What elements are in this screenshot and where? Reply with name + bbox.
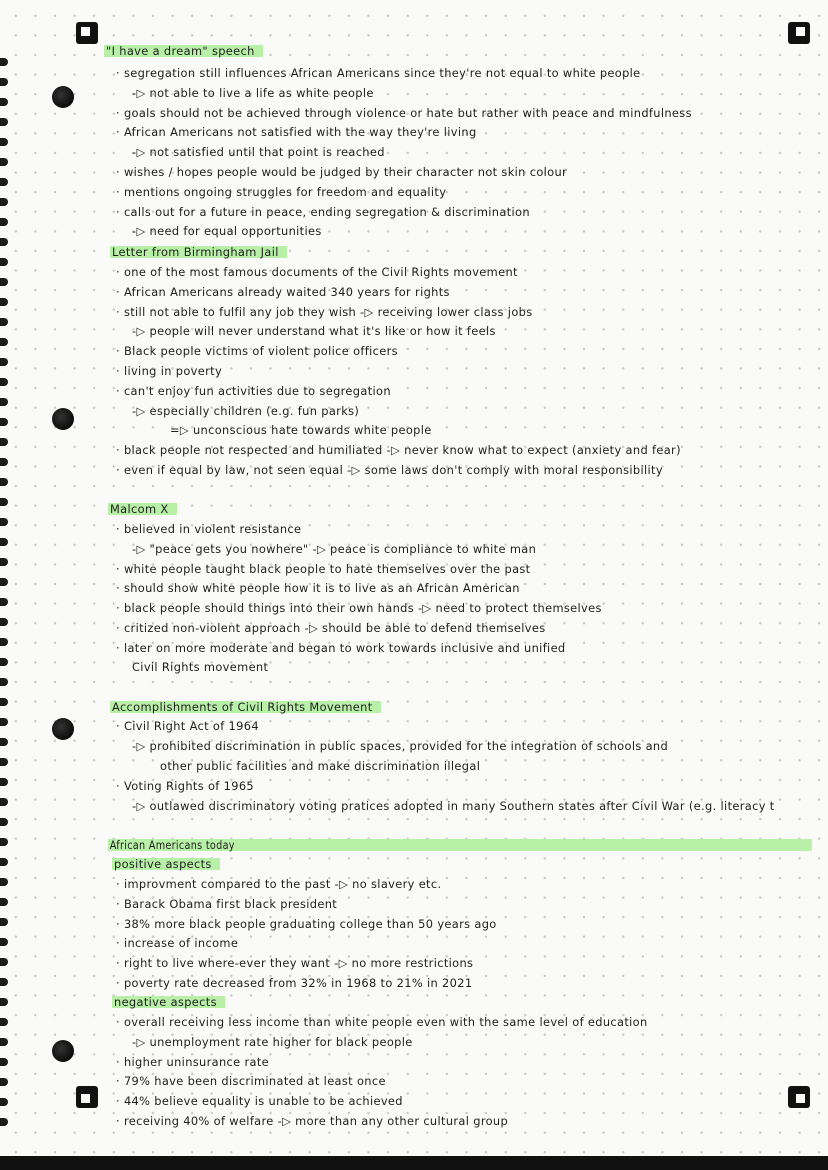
note-line: · calls out for a future in peace, ending segregation & discrimination: [116, 205, 530, 219]
section-heading-today: African Americans today: [108, 838, 811, 852]
spiral-ring: [0, 138, 8, 146]
note-line: -▷ need for equal opportunities: [132, 224, 322, 238]
note-line: · wishes / hopes people would be judged by their character not skin colour: [116, 165, 568, 179]
spiral-ring: [0, 898, 8, 906]
note-line: · Voting Rights of 1965: [116, 779, 255, 793]
spiral-ring: [0, 298, 8, 306]
note-line: · even if equal by law, not seen equal -▷ some laws don't comply with moral responsibility: [116, 463, 663, 477]
spiral-ring: [0, 678, 8, 686]
note-line: · should show white people how it is to live as an African American: [116, 581, 520, 595]
spiral-ring: [0, 218, 8, 226]
section-heading-malcom: Malcom X: [108, 502, 177, 516]
spiral-ring: [0, 598, 8, 606]
corner-marker-icon: [788, 22, 810, 44]
spiral-ring: [0, 778, 8, 786]
note-line: · receiving 40% of welfare -▷ more than any other cultural group: [116, 1114, 509, 1128]
spiral-ring: [0, 418, 8, 426]
section-heading-letter: Letter from Birmingham Jail: [110, 245, 287, 259]
note-line: -▷ unemployment rate higher for black people: [132, 1035, 413, 1049]
note-line: · African Americans not satisfied with the way they're living: [116, 125, 477, 139]
spiral-ring: [0, 458, 8, 466]
note-line: · overall receiving less income than white people even with the same level of education: [116, 1015, 648, 1029]
note-line: -▷ not satisfied until that point is reached: [132, 145, 385, 159]
spiral-ring: [0, 858, 8, 866]
spiral-ring: [0, 238, 8, 246]
note-line: · Barack Obama first black president: [116, 897, 338, 911]
spiral-ring: [0, 958, 8, 966]
note-line: -▷ people will never understand what it's like or how it feels: [132, 324, 496, 338]
spiral-ring: [0, 638, 8, 646]
note-line: · segregation still influences African Americans since they're not equal to white people: [116, 66, 641, 80]
spiral-ring: [0, 618, 8, 626]
spiral-ring: [0, 978, 8, 986]
spiral-ring: [0, 438, 8, 446]
note-line: · poverty rate decreased from 32% in 1968 to 21% in 2021: [116, 976, 473, 990]
punch-hole: [52, 408, 74, 430]
punch-hole: [52, 86, 74, 108]
note-line: -▷ outlawed discriminatory voting pratices adopted in many Southern states after Civil War (e.g. literacy t: [132, 799, 775, 813]
spiral-ring: [0, 58, 8, 66]
note-line: · living in poverty: [116, 364, 223, 378]
spiral-ring: [0, 758, 8, 766]
spiral-ring: [0, 1078, 8, 1086]
spiral-ring: [0, 318, 8, 326]
subheading-positive: positive aspects: [112, 857, 220, 871]
spiral-ring: [0, 718, 8, 726]
spiral-ring: [0, 938, 8, 946]
spiral-ring: [0, 798, 8, 806]
note-line: =▷ unconscious hate towards white people: [170, 423, 432, 437]
note-line: · Black people victims of violent police officers: [116, 344, 398, 358]
corner-marker-icon: [76, 22, 98, 44]
note-line: · increase of income: [116, 936, 239, 950]
note-line: · higher uninsurance rate: [116, 1055, 270, 1069]
note-line: · still not able to fulfil any job they wish -▷ receiving lower class jobs: [116, 305, 533, 319]
spiral-ring: [0, 1098, 8, 1106]
spiral-ring: [0, 118, 8, 126]
note-line: -▷ prohibited discrimination in public spaces, provided for the integration of schools and: [132, 739, 669, 753]
note-line: · white people taught black people to hate themselves over the past: [116, 562, 531, 576]
spiral-ring: [0, 918, 8, 926]
spiral-ring: [0, 1038, 8, 1046]
spiral-ring: [0, 818, 8, 826]
section-heading-accomplishments: Accomplishments of Civil Rights Movement: [110, 700, 381, 714]
note-line: other public facilities and make discrimination illegal: [160, 759, 481, 773]
spiral-ring: [0, 518, 8, 526]
note-line: · Civil Right Act of 1964: [116, 719, 259, 733]
spiral-ring: [0, 538, 8, 546]
spiral-ring: [0, 278, 8, 286]
punch-hole: [52, 718, 74, 740]
spiral-ring: [0, 378, 8, 386]
spiral-ring: [0, 1118, 8, 1126]
note-line: · 44% believe equality is unable to be achieved: [116, 1094, 403, 1108]
spiral-ring: [0, 1058, 8, 1066]
note-line: -▷ not able to live a life as white people: [132, 86, 374, 100]
spiral-ring: [0, 738, 8, 746]
spiral-ring: [0, 658, 8, 666]
spiral-ring: [0, 578, 8, 586]
page-bottom-edge: [0, 1156, 828, 1170]
note-line: · black people not respected and humiliated -▷ never know what to expect (anxiety and fear): [116, 443, 681, 457]
note-line: · black people should things into their own hands -▷ need to protect themselves: [116, 601, 602, 615]
corner-marker-icon: [788, 1086, 810, 1108]
section-heading-dream: "I have a dream" speech: [104, 44, 263, 58]
corner-marker-icon: [76, 1086, 98, 1108]
note-line: · believed in violent resistance: [116, 522, 302, 536]
note-line: · mentions ongoing struggles for freedom and equality: [116, 185, 447, 199]
spiral-ring: [0, 878, 8, 886]
note-line: · 79% have been discriminated at least once: [116, 1074, 386, 1088]
spiral-ring: [0, 558, 8, 566]
note-line: · one of the most famous documents of the Civil Rights movement: [116, 265, 518, 279]
note-line: · 38% more black people graduating college than 50 years ago: [116, 917, 497, 931]
spiral-ring: [0, 78, 8, 86]
note-line: · can't enjoy fun activities due to segregation: [116, 384, 391, 398]
punch-hole: [52, 1040, 74, 1062]
spiral-ring: [0, 478, 8, 486]
spiral-ring: [0, 838, 8, 846]
spiral-ring: [0, 698, 8, 706]
note-line: · later on more moderate and began to work towards inclusive and unified: [116, 641, 566, 655]
spiral-ring: [0, 498, 8, 506]
note-line: · critized non-violent approach -▷ should be able to defend themselves: [116, 621, 546, 635]
spiral-ring: [0, 998, 8, 1006]
spiral-ring: [0, 358, 8, 366]
spiral-ring: [0, 258, 8, 266]
note-line: -▷ especially children (e.g. fun parks): [132, 404, 360, 418]
spiral-ring: [0, 98, 8, 106]
subheading-negative: negative aspects: [112, 995, 225, 1009]
note-line: Civil Rights movement: [132, 660, 269, 674]
note-line: · right to live where-ever they want -▷ no more restrictions: [116, 956, 474, 970]
note-line: -▷ "peace gets you nowhere" -▷ peace is compliance to white man: [132, 542, 537, 556]
note-line: · improvment compared to the past -▷ no slavery etc.: [116, 877, 442, 891]
spiral-ring: [0, 398, 8, 406]
spiral-ring: [0, 338, 8, 346]
spiral-ring: [0, 198, 8, 206]
spiral-ring: [0, 178, 8, 186]
note-line: · goals should not be achieved through violence or hate but rather with peace and mindfulness: [116, 106, 692, 120]
spiral-ring: [0, 1018, 8, 1026]
spiral-ring: [0, 158, 8, 166]
note-line: · African Americans already waited 340 years for rights: [116, 285, 450, 299]
